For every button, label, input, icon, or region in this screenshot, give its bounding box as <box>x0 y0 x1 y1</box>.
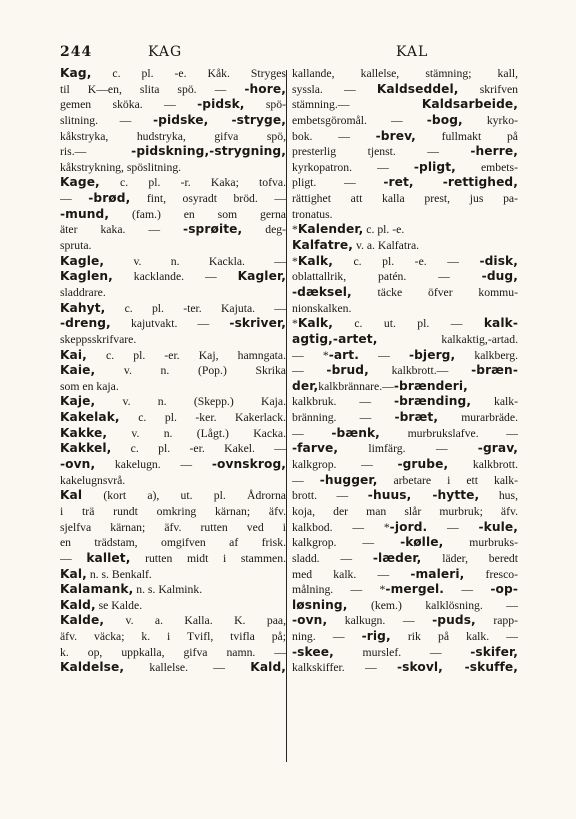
definition-text: c. pl. -ker. Kakerlack. <box>119 411 286 425</box>
headword: -farve, <box>292 441 339 456</box>
column-divider <box>286 70 287 762</box>
definition-text: v. n. (Pop.) Skrika <box>95 364 286 378</box>
headword: agtig,-artet, <box>292 331 378 346</box>
page-header <box>60 44 520 64</box>
text-line <box>60 348 286 364</box>
definition-text: bok. — <box>292 129 376 143</box>
headword: -grav, <box>477 441 518 456</box>
definition-text: målning. — * <box>292 583 386 597</box>
text-line <box>292 160 518 176</box>
headword: -hore, <box>244 81 286 96</box>
definition-text: kallande, kallelse, stämning; kall, <box>292 67 518 80</box>
text-line <box>292 660 518 676</box>
definition-text: fint, osyradt bröd. — <box>130 192 286 206</box>
text-line <box>60 254 286 270</box>
definition-text: pligt. — <box>292 176 384 190</box>
definition-text: fresco- <box>464 567 518 581</box>
headword: -mund, <box>60 206 110 221</box>
headword: -pidsk, <box>197 97 245 112</box>
definition-text: c. pl. -e. Kåk. Stryges <box>91 67 286 80</box>
text-line <box>292 426 518 442</box>
text-line <box>60 82 286 98</box>
text-line <box>60 97 286 113</box>
text-line <box>60 394 286 410</box>
definition-text: kajutvakt. — <box>110 317 230 331</box>
headword: -disk, <box>479 253 518 268</box>
definition-text: v. n. (Lågt.) Kacka. <box>107 426 286 440</box>
definition-text: — <box>292 364 327 378</box>
definition-text: limfärg. — <box>338 442 478 456</box>
headword: -skriver, <box>229 316 286 331</box>
definition-text: til K—en, slita spö. — <box>60 82 245 96</box>
definition-text: n. s. Benkalf. <box>86 567 152 581</box>
headword: Kal, <box>60 566 87 581</box>
text-line <box>60 551 286 567</box>
headword: -art. <box>328 347 359 362</box>
headword: Kaldelse, <box>60 660 125 675</box>
definition-text: ning. — <box>292 630 362 644</box>
text-line <box>292 316 518 332</box>
definition-text: sjelfva kärnan; äfv. rutten ved i <box>60 520 286 534</box>
text-line <box>60 285 286 301</box>
definition-text: äfv. väcka; k. i Tvifl, tvifla på; <box>60 630 286 644</box>
headword: -bænk, <box>331 425 380 440</box>
text-line <box>292 551 518 567</box>
headword: -sprøite, <box>183 222 243 237</box>
definition-text: kyrkopatron. — <box>292 160 414 174</box>
text-line <box>60 473 286 489</box>
definition-text: gemen sköka. — <box>60 98 198 112</box>
text-line <box>292 410 518 426</box>
definition-text: kalkbrott.— <box>368 364 472 378</box>
definition-text: c. ut. pl. — <box>332 317 484 331</box>
headword: Kalk, <box>297 316 333 331</box>
headword: Kagler, <box>237 269 286 284</box>
definition-text: * <box>292 254 298 268</box>
headword: kallet, <box>86 550 131 565</box>
text-line <box>292 82 518 98</box>
definition-text: — <box>60 192 89 206</box>
definition-text: kåkstrykning, spöslitning. <box>60 160 182 174</box>
headword: -brænding, <box>393 394 472 409</box>
definition-text: hus, <box>479 489 518 503</box>
headword: -huus, -hytte, <box>367 488 480 503</box>
text-line <box>60 363 286 379</box>
definition-text: bränning. — <box>292 411 395 425</box>
text-line <box>292 613 518 629</box>
text-line <box>292 238 518 254</box>
headword: Kaldsarbeide, <box>421 97 518 112</box>
text-line <box>292 645 518 661</box>
text-line <box>60 207 286 223</box>
text-line <box>60 426 286 442</box>
definition-text: kalkbrott. <box>448 458 518 472</box>
definition-text: kåkstryka, hudstryka, gifva spö, <box>60 129 286 143</box>
text-line <box>60 488 286 504</box>
definition-text: spruta. <box>60 239 92 253</box>
headword: -bog, <box>426 112 463 127</box>
definition-text: n. s. Kalmink. <box>133 583 203 597</box>
definition-text: c. pl. -ter. Kajuta. — <box>105 301 286 315</box>
definition-text: tronatus. <box>292 207 333 221</box>
definition-text: kalkgrop. — <box>292 458 398 472</box>
definition-text: (fam.) en som gerna <box>109 207 286 221</box>
text-line <box>60 645 286 661</box>
text-line <box>292 113 518 129</box>
definition-text: äter kaka. — <box>60 223 184 237</box>
headword: -bræt, <box>394 410 439 425</box>
text-line <box>292 191 518 207</box>
definition-text: embets- <box>455 160 518 174</box>
headword: Kaje, <box>60 394 96 409</box>
text-line <box>60 332 286 348</box>
definition-text: — <box>292 473 320 487</box>
definition-text: c. pl. -er. Kaj, hamngata. <box>86 348 286 362</box>
definition-text: kalkbod. — * <box>292 520 390 534</box>
definition-text: embetsgöromål. — <box>292 113 427 127</box>
definition-text: kallelse. — <box>124 661 251 675</box>
headword: Kalk, <box>297 253 333 268</box>
definition-text: (kem.) kalklösning. — <box>347 598 518 612</box>
headword: -ret, -rettighed, <box>383 175 518 190</box>
text-line <box>60 567 286 583</box>
definition-text: (kort a), ut. pl. Ådrorna <box>82 489 286 503</box>
headword: Kal <box>60 488 83 503</box>
text-line <box>292 332 518 348</box>
text-line <box>60 66 286 82</box>
definition-text: brott. — <box>292 489 368 503</box>
headword: -dreng, <box>60 316 111 331</box>
definition-text: c. pl. -r. Kaka; tofva. <box>99 176 286 190</box>
definition-text: kyrko- <box>462 113 518 127</box>
definition-text: presterlig tjenst. — <box>292 145 471 159</box>
headword: -ovnskrog, <box>211 457 286 472</box>
definition-text: slitning. — <box>60 113 153 127</box>
definition-text: — <box>427 520 479 534</box>
headword: -mergel. <box>385 582 445 597</box>
definition-text: sladdrare. <box>60 285 106 299</box>
headword: -skifer, <box>470 644 518 659</box>
definition-text: murslef. — <box>333 645 471 659</box>
text-line <box>60 598 286 614</box>
headword: -brænderi, <box>393 378 468 393</box>
definition-text: * <box>292 223 298 237</box>
text-line <box>60 144 286 160</box>
headword: Kagle, <box>60 253 105 268</box>
definition-text: kalkskiffer. — <box>292 661 397 675</box>
text-line <box>60 504 286 520</box>
text-line <box>292 207 518 223</box>
text-line <box>60 457 286 473</box>
definition-text: kalkgrop. — <box>292 536 401 550</box>
definition-text: rättighet att kalla prest, jus pa- <box>292 192 518 206</box>
definition-text: kalkbrännare.— <box>318 379 394 393</box>
text-line <box>292 567 518 583</box>
definition-text: fullmakt på <box>415 129 518 143</box>
headword: -maleri, <box>410 566 465 581</box>
headword: -pidske, -stryge, <box>152 112 286 127</box>
text-line <box>292 457 518 473</box>
text-line <box>60 379 286 395</box>
headword: -ovn, <box>292 613 328 628</box>
page-number: 244 <box>60 44 93 60</box>
definition-text: oblattallrik, patén. — <box>292 270 482 284</box>
text-line <box>60 410 286 426</box>
guide-word-left: KAG <box>148 44 183 60</box>
headword: Kai, <box>60 347 87 362</box>
definition-text: skeppsskrifvare. <box>60 332 137 346</box>
text-line <box>60 113 286 129</box>
definition-text: c. pl. -er. Kakel. — <box>111 442 286 456</box>
text-line <box>292 348 518 364</box>
headword: Kaglen, <box>60 269 113 284</box>
guide-word-right: KAL <box>396 44 429 60</box>
headword: -brød, <box>88 191 131 206</box>
headword: -skovl, -skuffe, <box>396 660 518 675</box>
text-line <box>60 238 286 254</box>
text-line <box>292 129 518 145</box>
headword: -dæksel, <box>292 284 352 299</box>
headword: -brev, <box>375 128 416 143</box>
text-line <box>292 285 518 301</box>
headword: -bjerg, <box>408 347 456 362</box>
headword: Kalender, <box>297 222 364 237</box>
definition-text: kalkbruk. — <box>292 395 394 409</box>
text-line <box>60 301 286 317</box>
text-line <box>292 97 518 113</box>
text-line <box>292 144 518 160</box>
headword: Kakkel, <box>60 441 112 456</box>
text-line <box>292 520 518 536</box>
text-line <box>292 441 518 457</box>
text-line <box>60 175 286 191</box>
headword: Kaie, <box>60 363 96 378</box>
text-line <box>60 629 286 645</box>
text-line <box>60 535 286 551</box>
headword: Kald, <box>250 660 286 675</box>
definition-text: kakelugnsvrå. <box>60 473 126 487</box>
headword: Kahyt, <box>60 300 106 315</box>
definition-text: kalk- <box>471 395 518 409</box>
definition-text: ris.— <box>60 145 132 159</box>
headword: -kølle, <box>400 535 444 550</box>
definition-text: arbetare i ett kalk- <box>377 473 518 487</box>
definition-text: — <box>444 583 491 597</box>
definition-text: rapp- <box>475 614 518 628</box>
text-line <box>292 582 518 598</box>
text-line <box>292 175 518 191</box>
headword: -ovn, <box>60 457 96 472</box>
definition-text: — <box>292 426 332 440</box>
headword: Kakke, <box>60 425 108 440</box>
definition-text: v. a. Kalfatra. <box>353 239 420 253</box>
text-line <box>60 441 286 457</box>
text-line <box>292 535 518 551</box>
definition-text: * <box>292 317 298 331</box>
text-line <box>292 222 518 238</box>
headword: Kakelak, <box>60 410 120 425</box>
definition-text: i trä rundt omkring kärnan; äfv. <box>60 504 286 518</box>
definition-text: c. pl. -e. — <box>332 254 480 268</box>
definition-text: v. a. Kalla. K. paa, <box>104 614 286 628</box>
definition-text: se Kalde. <box>95 598 143 612</box>
definition-text: murbrukslafve. — <box>379 426 518 440</box>
definition-text: stämning.— <box>292 98 422 112</box>
text-line <box>292 598 518 614</box>
definition-text: kalkugn. — <box>327 614 433 628</box>
headword: -puds, <box>432 613 476 628</box>
definition-text: rik på kalk. — <box>390 630 518 644</box>
headword: -jord. <box>389 519 428 534</box>
text-line <box>60 316 286 332</box>
text-line <box>292 254 518 270</box>
text-line <box>60 613 286 629</box>
headword: -dug, <box>481 269 518 284</box>
definition-text: — <box>358 348 409 362</box>
definition-text: kalkaktig,-artad. <box>377 332 518 346</box>
headword: Kalamank, <box>60 582 134 597</box>
headword: løsning, <box>292 597 348 612</box>
definition-text: — * <box>292 348 329 362</box>
text-line <box>292 363 518 379</box>
headword: der, <box>292 378 319 393</box>
definition-text: deg- <box>242 223 286 237</box>
definition-text: sladd. — <box>292 551 373 565</box>
definition-text: kalkberg. <box>455 348 518 362</box>
headword: -skee, <box>292 644 334 659</box>
headword: -brud, <box>326 363 369 378</box>
headword: Kalfatre, <box>292 238 354 253</box>
text-line <box>292 66 518 82</box>
headword: -grube, <box>397 457 449 472</box>
definition-text: täcke öfver kommu- <box>351 285 518 299</box>
right-column <box>292 66 518 766</box>
definition-text: läder, beredt <box>421 551 518 565</box>
definition-text: k. op, uppkalla, gifva namn. — <box>60 645 286 659</box>
definition-text: kakelugn. — <box>95 458 212 472</box>
headword: Kaldseddel, <box>376 81 459 96</box>
headword: -hugger, <box>319 472 378 487</box>
text-line <box>60 160 286 176</box>
definition-text: syssla. — <box>292 82 377 96</box>
headword: -op- <box>490 582 518 597</box>
definition-text: koja, der man slår murbruk; äfv. <box>292 504 518 518</box>
definition-text: v. n. Kackla. — <box>104 254 286 268</box>
text-line <box>60 222 286 238</box>
headword: Kage, <box>60 175 100 190</box>
definition-text: spö- <box>244 98 286 112</box>
definition-text: kacklande. — <box>112 270 238 284</box>
headword: kalk- <box>483 316 518 331</box>
text-line <box>292 629 518 645</box>
definition-text: c. pl. -e. <box>363 223 405 237</box>
definition-text: som en kaja. <box>60 379 119 393</box>
headword: Kag, <box>60 66 92 80</box>
text-line <box>292 394 518 410</box>
definition-text: murarbräde. <box>438 411 518 425</box>
headword: -læder, <box>372 550 422 565</box>
text-line <box>292 504 518 520</box>
text-line <box>292 379 518 395</box>
left-column <box>60 66 286 766</box>
definition-text: skrifven <box>458 82 518 96</box>
definition-text: rutten midt i stammen. <box>130 551 286 565</box>
headword: -pidskning,-strygning, <box>131 144 286 159</box>
definition-text: nionskalken. <box>292 301 352 315</box>
definition-text: — <box>60 551 87 565</box>
text-line <box>60 520 286 536</box>
text-line <box>292 301 518 317</box>
text-line <box>292 488 518 504</box>
definition-text: v. n. (Skepp.) Kaja. <box>95 395 286 409</box>
headword: Kald, <box>60 597 96 612</box>
text-line <box>60 660 286 676</box>
headword: -rig, <box>361 629 391 644</box>
text-line <box>60 269 286 285</box>
text-line <box>60 191 286 207</box>
text-line <box>60 129 286 145</box>
headword: -pligt, <box>413 159 456 174</box>
headword: Kalde, <box>60 613 105 628</box>
headword: -kule, <box>478 519 518 534</box>
text-line <box>60 582 286 598</box>
definition-text: murbruks- <box>443 536 518 550</box>
headword: -herre, <box>470 144 518 159</box>
definition-text: en trädstam, omgifven af frisk. <box>60 536 286 550</box>
headword: -bræn- <box>471 363 518 378</box>
definition-text: med kalk. — <box>292 567 411 581</box>
text-line <box>292 473 518 489</box>
text-line <box>292 269 518 285</box>
